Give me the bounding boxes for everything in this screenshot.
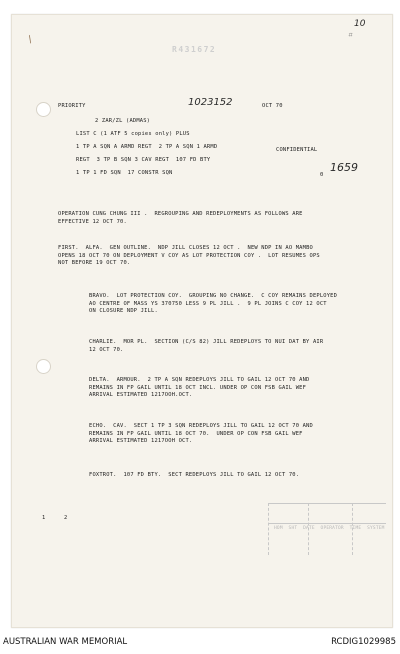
- body-paragraph: BRAVO. LOT PROTECTION COY. GROUPING NO CHANGE. C COY REMAINS DEPLOYED AO CENTRE OF MASS YS 370750 LESS 9 PL JILL . 9 PL JOINS C COY 12 OCT ON CLOSURE NDP JILL.: [89, 293, 338, 315]
- address-line: LIST C (1 ATF 5 copies only) PLUS: [76, 131, 190, 137]
- body-paragraph: CHARLIE. MOR PL. SECTION (C/S 82) JILL REDEPLOYS TO NUI DAT BY AIR 12 OCT 70.: [89, 339, 324, 353]
- serial-prefix: 0: [320, 172, 324, 178]
- page-number: 10: [354, 19, 366, 29]
- serial-handwritten: 1659: [330, 161, 358, 174]
- priority-label: PRIORITY: [58, 103, 86, 109]
- body-paragraph: FOXTROT. 107 FD BTY. SECT REDEPLOYS JILL TO GAIL 12 OCT 70.: [89, 472, 300, 478]
- body-paragraph: OPERATION CUNG CHUNG III . REGROUPING AND REDEPLOYMENTS AS FOLLOWS ARE EFFECTIVE 12 OCT 70.: [58, 211, 303, 225]
- document-page: [11, 14, 393, 628]
- archive-footer-right: RCDIG1029985: [331, 637, 396, 647]
- archive-footer-left: AUSTRALIAN WAR MEMORIAL: [3, 637, 128, 647]
- serial-stamp: R431672: [172, 45, 217, 54]
- address-line: 2 ZAR/ZL (ADMAS): [95, 118, 151, 124]
- form-divider: [268, 503, 269, 555]
- address-line: 1 TP A SQN A ARMD REGT 2 TP A SQN 1 ARMD: [76, 144, 218, 150]
- dtg-month: OCT 70: [262, 103, 283, 109]
- body-paragraph: DELTA. ARMOUR. 2 TP A SQN REDEPLOYS JILL TO GAIL 12 OCT 70 AND REMAINS IN FP GAIL UNTIL 18 OCT INCL. UNDER OP CON FSB GAIL WEF ARRIVAL ESTIMATED 1217OOH.OCT.: [89, 377, 310, 399]
- address-line: REGT 3 TP B SQN 3 CAV REGT 107 FD BTY: [76, 157, 211, 163]
- body-paragraph: FIRST. ALFA. GEN OUTLINE. NDP JILL CLOSES 12 OCT . NEW NDP IN AO MAMBO OPENS 18 OCT 70 ON DEPLOYMENT V COY AS LOT PROTECTION COY . LOT RESUMES OPS NOT BEFORE 19 OCT 70.: [58, 245, 320, 267]
- form-faint-text: HOM SHT DATE OPERATOR TIME SYSTEM: [274, 526, 385, 531]
- page-corner-mark: ⌗: [348, 31, 352, 39]
- footer-number: 2: [64, 515, 68, 521]
- classification: CONFIDENTIAL: [276, 147, 318, 153]
- address-line: 1 TP 1 FD SQN 17 CONSTR SQN: [76, 170, 173, 176]
- form-rule: [268, 523, 386, 524]
- form-rule: [268, 503, 386, 504]
- punch-hole: [36, 102, 51, 117]
- dtg-handwritten: 1023152: [188, 97, 233, 108]
- body-paragraph: ECHO. CAV. SECT 1 TP 3 SQN REDEPLOYS JILL TO GAIL 12 OCT 70 AND REMAINS IN FP GAIL UNTIL 18 OCT 70. UNDER OP CON FSB GAIL WEF ARRIVAL ESTIMATED 1217OOH OCT.: [89, 423, 313, 445]
- pencil-mark: /: [26, 35, 35, 45]
- footer-number: 1: [42, 515, 46, 521]
- punch-hole: [36, 359, 51, 374]
